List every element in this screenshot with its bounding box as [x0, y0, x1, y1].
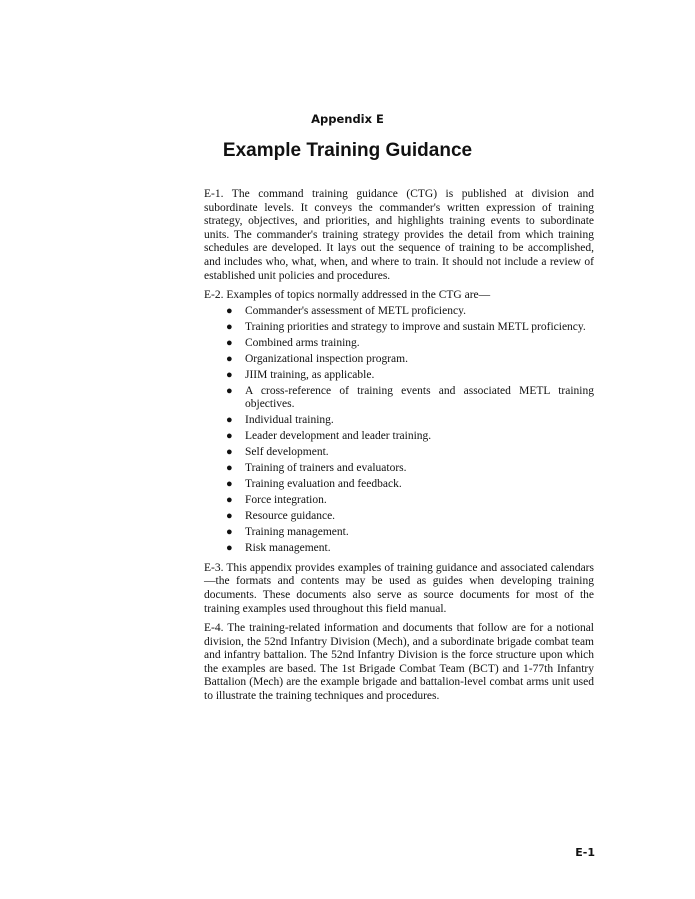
topics-list [204, 305, 594, 556]
bullet-icon: ● [226, 446, 233, 459]
list-item: ● Resource guidance. [226, 510, 336, 523]
list-item: ● Commander's assessment of METL proficiency. [226, 304, 466, 317]
bullet-icon: ● [226, 352, 233, 365]
list-item: ● A cross-reference of training events and associated METL training objectives. [226, 384, 594, 411]
bullet-icon: ● [226, 462, 233, 475]
appendix-label: Appendix E [311, 112, 384, 126]
bullet-icon: ● [226, 384, 233, 397]
paragraph-e1: E-1. The command training guidance (CTG) is published at division and subordinate levels. It conveys the commander's written expression of training strategy, objectives, and priorities, and highlights training events to subordinate units. The commander's training strategy provides the detail from which training schedules are developed. It lays out the sequence of training to be accomplished, and includes who, what, when, and where to train. It should not include a review of established unit policies and procedures. [204, 188, 594, 282]
list-item: ● JIIM training, as applicable. [226, 368, 375, 381]
bullet-icon: ● [226, 414, 233, 427]
page-number: E-1 [575, 846, 595, 859]
bullet-icon: ● [226, 494, 233, 507]
list-item: ● Training of trainers and evaluators. [226, 462, 407, 475]
list-item: ● Combined arms training. [226, 336, 360, 349]
list-item: ● Training priorities and strategy to improve and sustain METL proficiency. [226, 320, 586, 333]
list-item: ● Organizational inspection program. [226, 352, 408, 365]
paragraph-e3: E-3. This appendix provides examples of training guidance and associated calendars—the formats and contents may be used as guides when developing training documents. These documents also serve as source documents for most of the training examples used throughout this field manual. [204, 561, 594, 615]
list-item: ● Force integration. [226, 494, 327, 507]
list-item: ● Risk management. [226, 542, 331, 555]
bullet-icon: ● [226, 542, 233, 555]
body-text [204, 188, 594, 710]
list-item: ● Training management. [226, 526, 349, 539]
bullet-icon: ● [226, 368, 233, 381]
bullet-icon: ● [226, 320, 233, 333]
bullet-icon: ● [226, 478, 233, 491]
list-item: ● Training evaluation and feedback. [226, 478, 402, 491]
bullet-icon: ● [226, 430, 233, 443]
list-item: ● Leader development and leader training. [226, 430, 432, 443]
paragraph-e4: E-4. The training-related information and documents that follow are for a notional division, the 52nd Infantry Division (Mech), and a subordinate brigade combat team and infantry battalion. The 52nd Infantry Division is the force structure upon which the examples are based. The 1st Brigade Combat Team (BCT) and 1-77th Infantry Battalion (Mech) are the example brigade and battalion-level combat arms unit used to illustrate the training techniques and procedures. [204, 622, 594, 703]
paragraph-e2: E-2. Examples of topics normally addressed in the CTG are— [204, 289, 491, 302]
bullet-icon: ● [226, 510, 233, 523]
list-item: ● Self development. [226, 446, 329, 459]
list-item: ● Individual training. [226, 414, 334, 427]
bullet-icon: ● [226, 304, 233, 317]
bullet-icon: ● [226, 336, 233, 349]
bullet-icon: ● [226, 526, 233, 539]
page-title: Example Training Guidance [222, 140, 473, 161]
